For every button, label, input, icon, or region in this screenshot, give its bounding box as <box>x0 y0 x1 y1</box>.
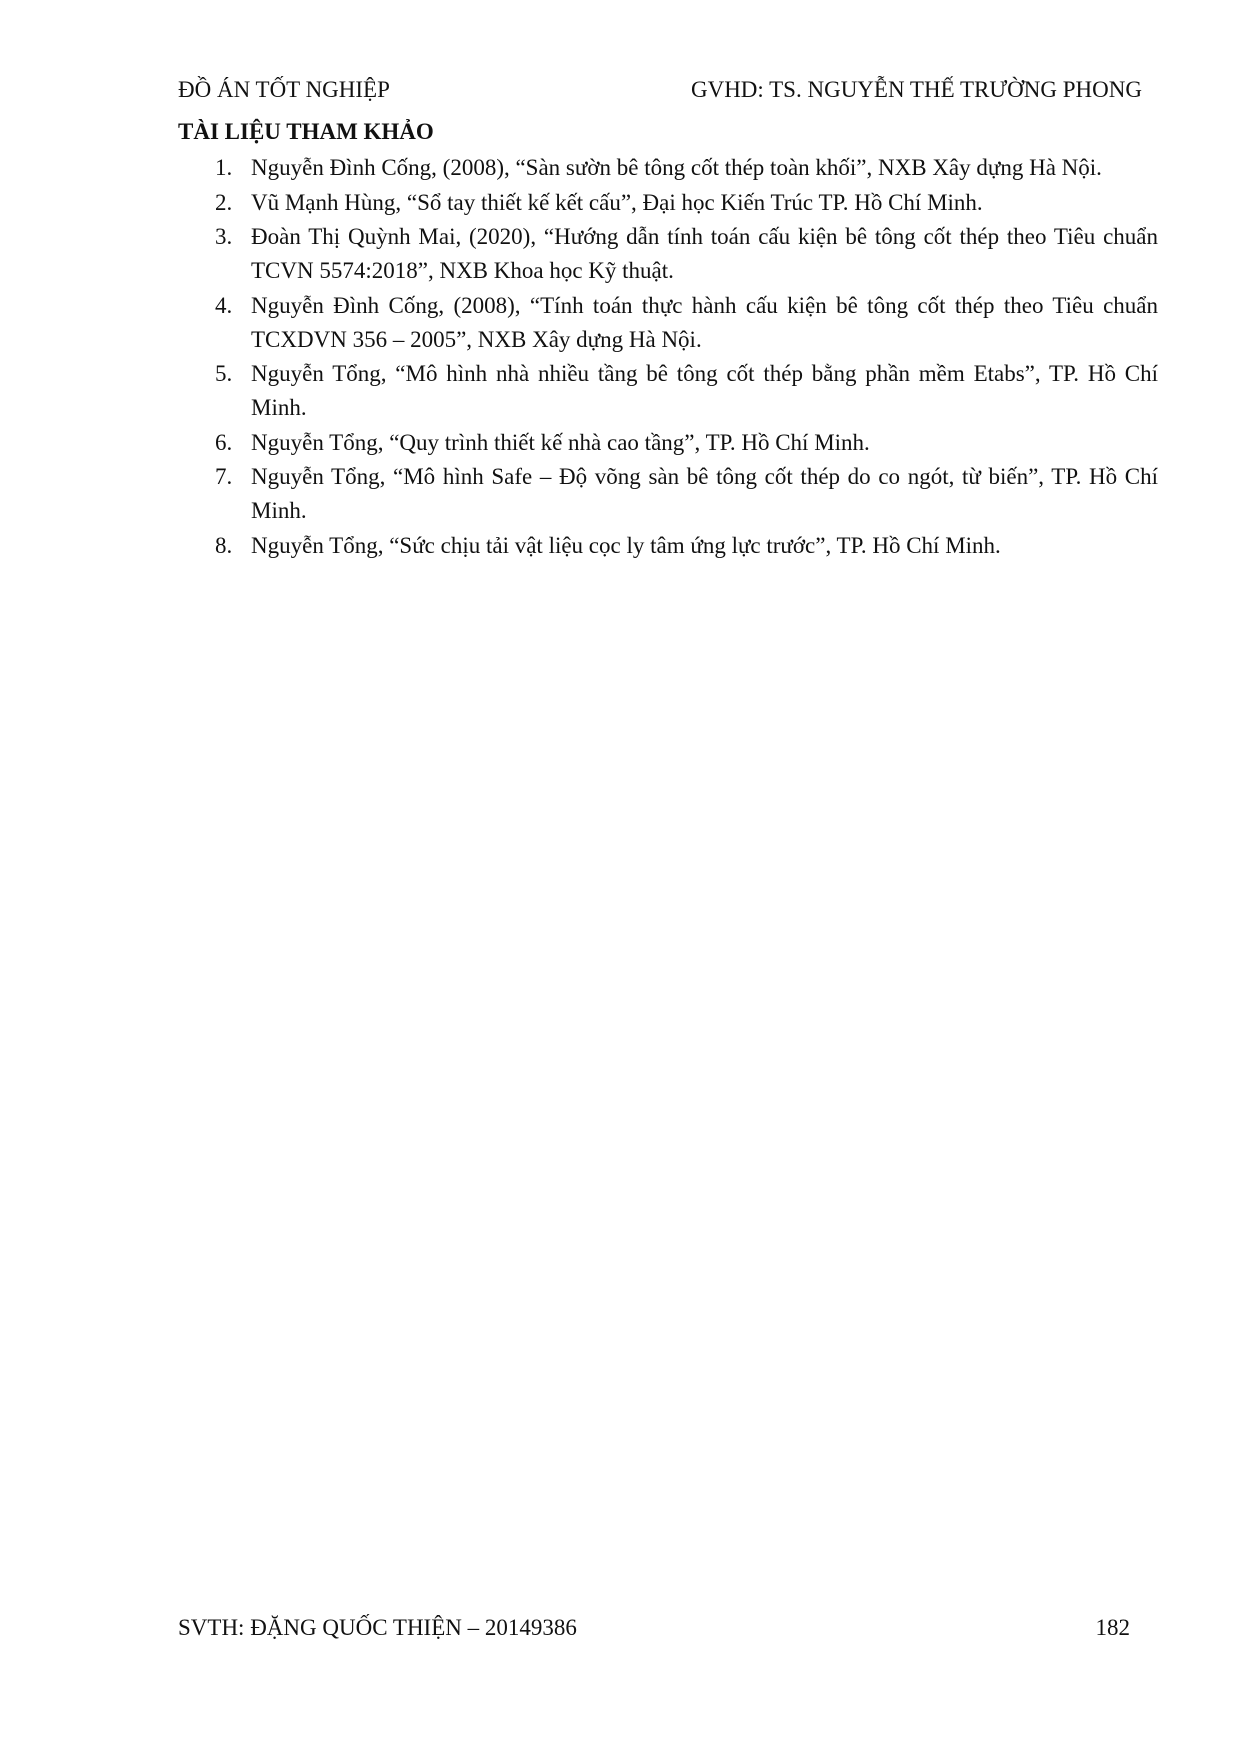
reference-item <box>178 151 1158 185</box>
reference-number: 6. <box>215 429 233 455</box>
page-header <box>178 73 1142 107</box>
page-number: 182 <box>1095 1615 1130 1640</box>
reference-number: 1. <box>215 155 233 180</box>
reference-text: Đoàn Thị Quỳnh Mai, (2020), “Hướng dẫn tính toán cấu kiện bê tông cốt thép theo Tiêu chuẩn TCVN 5574:2018”, NXB Khoa học Kỹ thuật. <box>251 224 1158 283</box>
reference-item <box>178 289 1158 357</box>
reference-text: Nguyễn Đình Cống, (2008), “Sàn sườn bê tông cốt thép toàn khối”, NXB Xây dựng Hà Nội. <box>251 155 1102 180</box>
reference-text: Nguyễn Tổng, “Mô hình Safe – Độ võng sàn bê tông cốt thép do co ngót, từ biến”, TP. Hồ Chí Minh. <box>251 464 1158 523</box>
reference-text: Nguyễn Tổng, “Quy trình thiết kế nhà cao tầng”, TP. Hồ Chí Minh. <box>251 429 870 455</box>
reference-number: 8. <box>215 532 233 558</box>
reference-number: 3. <box>215 224 233 249</box>
reference-text: Vũ Mạnh Hùng, “Sổ tay thiết kế kết cấu”, Đại học Kiến Trúc TP. Hồ Chí Minh. <box>251 189 983 215</box>
reference-item <box>178 220 1158 288</box>
reference-text: Nguyễn Tổng, “Mô hình nhà nhiều tầng bê tông cốt thép bằng phần mềm Etabs”, TP. Hồ Chí Minh. <box>251 361 1158 420</box>
footer-student: SVTH: ĐẶNG QUỐC THIỆN – 20149386 <box>178 1615 577 1640</box>
reference-text: Nguyễn Đình Cống, (2008), “Tính toán thực hành cấu kiện bê tông cốt thép theo Tiêu chuẩn TCXDVN 356 – 2005”, NXB Xây dựng Hà Nội. <box>251 292 1158 352</box>
reference-list <box>178 151 1158 563</box>
section-title: TÀI LIỆU THAM KHẢO <box>178 119 434 144</box>
reference-item <box>178 426 1158 460</box>
reference-item <box>178 529 1158 563</box>
reference-text: Nguyễn Tổng, “Sức chịu tải vật liệu cọc ly tâm ứng lực trước”, TP. Hồ Chí Minh. <box>251 532 1001 558</box>
reference-item <box>178 460 1158 528</box>
reference-number: 2. <box>215 189 233 215</box>
header-advisor: GVHD: TS. NGUYỄN THẾ TRƯỜNG PHONG <box>690 77 1142 102</box>
header-project-title: ĐỒ ÁN TỐT NGHIỆP <box>178 77 390 102</box>
reference-number: 4. <box>215 292 233 318</box>
reference-item <box>178 357 1158 425</box>
reference-number: 5. <box>215 361 233 386</box>
page-footer <box>178 1611 1130 1645</box>
reference-number: 7. <box>215 464 233 489</box>
reference-item <box>178 186 1158 220</box>
